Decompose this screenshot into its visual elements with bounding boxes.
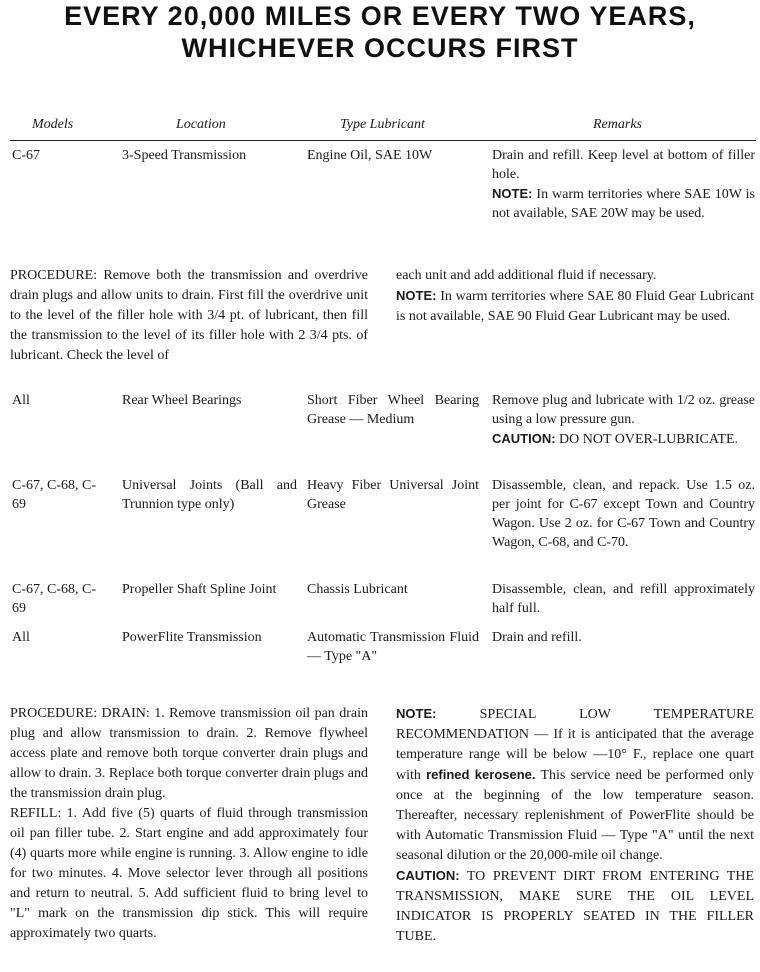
header-remarks: Remarks: [593, 117, 642, 132]
row4-location: Propeller Shaft Spline Joint: [122, 582, 277, 597]
row4-remarks: Disassemble, clean, and refill approximately half full.: [492, 582, 755, 616]
row2-models: All: [12, 393, 30, 408]
procedure2-refill: REFILL: 1. Add five (5) quarts of fluid through transmission oil pan filler tube. 2. Start engine and add approximately four (4) quarts more while engine is running. 3. Allow engine to idle for two minutes. 4. Move selector lever through all positions and return to neutral. 5. Add sufficient fluid to bring level to "L" mark on the transmission dip stick. This will require approximately two quarts.: [10, 806, 368, 941]
row3-type: Heavy Fiber Universal Joint Grease: [307, 478, 479, 512]
row2-caution-label: CAUTION:: [492, 431, 556, 446]
header-type-lubricant: Type Lubricant: [340, 117, 425, 132]
header-models: Models: [32, 117, 74, 132]
row2-type: Short Fiber Wheel Bearing Grease — Medium: [307, 393, 479, 427]
row3-remarks: Disassemble, clean, and repack. Use 1.5 oz. per joint for C-67 except Town and Country Wagon. Use 2 oz. for C-67 Town and Country Wagon, C-68, and C-70.: [492, 478, 755, 550]
header-location: Location: [176, 117, 226, 132]
procedure1-right-text: each unit and add additional fluid if necessary.: [396, 268, 657, 283]
procedure2-note: [396, 704, 754, 866]
procedure1-note-label: NOTE:: [396, 288, 437, 303]
procedure2-right: [396, 704, 754, 947]
row2-location: Rear Wheel Bearings: [122, 393, 242, 408]
procedure1-left: PROCEDURE: Remove both the transmission and overdrive drain plugs and allow units to drain. First fill the overdrive unit to the level of the filler hole with 3/4 pt. of lubricant, then fill the transmission to the level of its filler hole with 2 3/4 pts. of lubricant. Check the level of: [10, 268, 368, 363]
procedure2-note-text-a: SPECIAL LOW TEMPERATURE RECOMMENDATION — If it is anticipated that the average temperature range will be below —10° F., replace one quart with: [396, 707, 754, 783]
row1-type: Engine Oil, SAE 10W: [307, 148, 433, 163]
row5-models: All: [12, 630, 30, 645]
procedure2-note-label: NOTE:: [396, 706, 437, 721]
row3-location: Universal Joints (Ball and Trunnion type only): [122, 478, 297, 512]
row1-location: 3-Speed Transmission: [122, 148, 247, 163]
row1-note-label: NOTE:: [492, 186, 533, 201]
row4-models: C-67, C-68, C-69: [12, 582, 96, 616]
page-title-line-1: EVERY 20,000 MILES OR EVERY TWO YEARS,: [64, 1, 696, 31]
row1-remarks: [492, 146, 755, 223]
row1-models: C-67: [12, 148, 40, 163]
procedure2-caution-text: TO PREVENT DIRT FROM ENTERING THE TRANSMISSION, MAKE SURE THE OIL LEVEL INDICATOR IS PROPERLY SEATED IN THE FILLER TUBE.: [396, 869, 754, 944]
row3-models: C-67, C-68, C-69: [12, 478, 96, 512]
procedure2-caution: [396, 866, 754, 947]
header-rule: [10, 140, 756, 141]
row5-location: PowerFlite Transmission: [122, 630, 262, 645]
procedure1-note-text: In warm territories where SAE 80 Fluid Gear Lubricant is not available, SAE 90 Fluid Gear Lubricant may be used.: [396, 289, 754, 324]
procedure1-right: [396, 266, 754, 327]
row2-remarks-text: Remove plug and lubricate with 1/2 oz. grease using a low pressure gun.: [492, 393, 755, 427]
row1-remarks-text: Drain and refill. Keep level at bottom of filler hole.: [492, 148, 755, 182]
procedure2-drain: PROCEDURE: DRAIN: 1. Remove transmission oil pan drain plug and allow transmission to drain. 2. Remove flywheel access plate and remove both torque converter drain plugs and allow to drain. 3. Replace both torque converter drain plugs and the transmission drain plug.: [10, 706, 368, 801]
row2-caution-text: DO NOT OVER-LUBRICATE.: [555, 432, 739, 447]
page-title-line-2: WHICHEVER OCCURS FIRST: [181, 33, 579, 63]
row4-type: Chassis Lubricant: [307, 582, 408, 597]
procedure2-note-text-b: This service need be performed only once at the beginning of the low temperature season. Thereafter, necessary replenishment of PowerFlite should be with Automatic Transmission Fluid — Type "A" until the next seasonal dilution or the 20,000-mile oil change.: [396, 768, 754, 863]
row1-note-text: In warm territories where SAE 10W is not available, SAE 20W may be used.: [492, 187, 755, 221]
row5-type: Automatic Transmission Fluid — Type "A": [307, 630, 479, 664]
procedure2-caution-label: CAUTION:: [396, 868, 460, 883]
procedure2-note-bold: refined kerosene.: [426, 767, 536, 782]
procedure2-left: [10, 704, 368, 944]
row2-remarks: [492, 391, 755, 449]
row5-remarks: Drain and refill.: [492, 630, 582, 645]
